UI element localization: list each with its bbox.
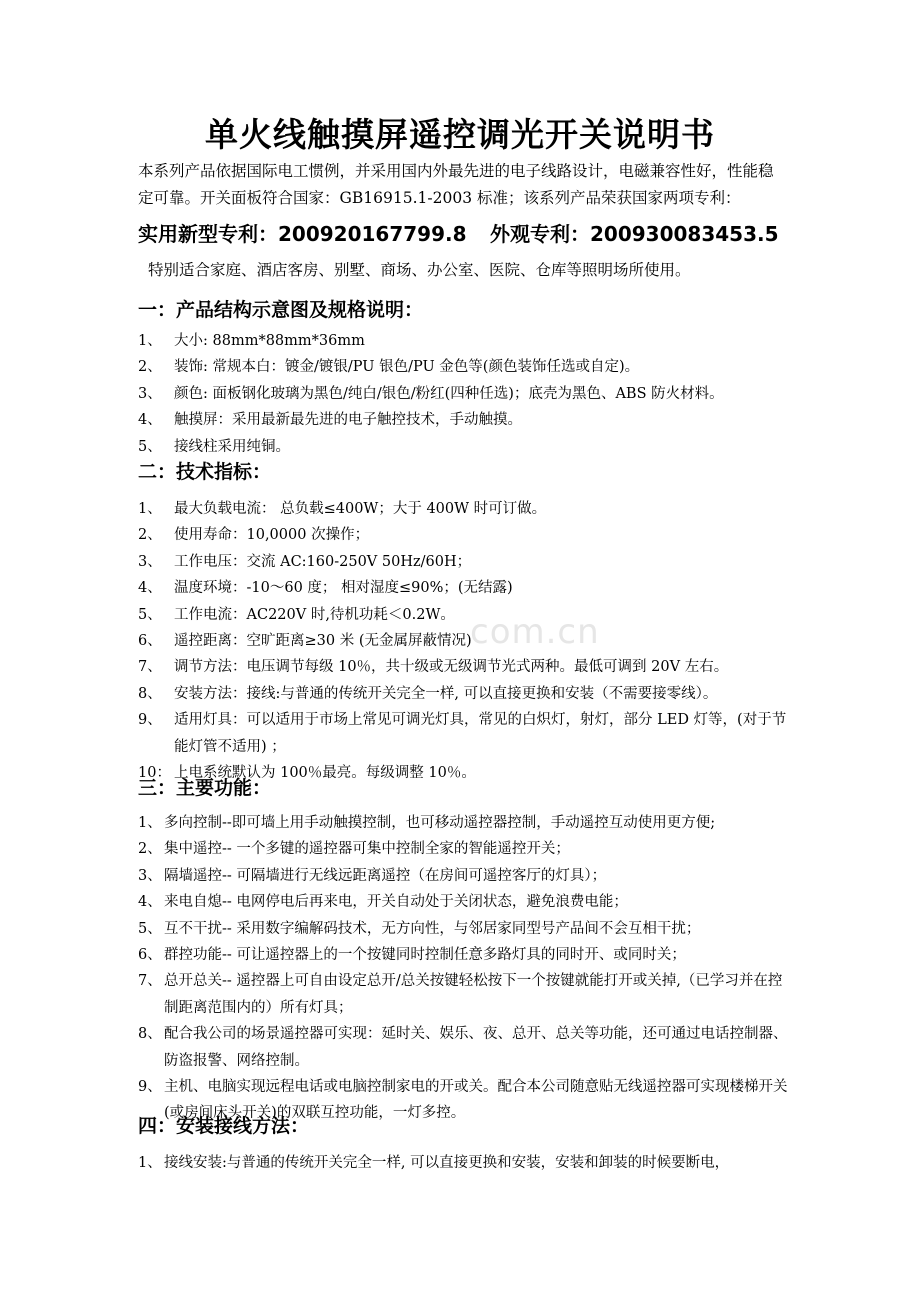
list-item xyxy=(138,496,788,522)
item-text: 总开总关-- 遥控器上可自由设定总开/总关按键轻松按下一个按键就能打开或关掉,（已学习并在控制距离范围内的）所有灯具； xyxy=(164,973,783,1016)
item-number: 9、 xyxy=(138,1079,162,1096)
item-text: 颜色: 面板钢化玻璃为黑色/纯白/银色/粉红(四种任选)；底壳为黑色、ABS 防火材料。 xyxy=(174,385,724,402)
item-number: 2、 xyxy=(138,359,162,376)
patent-line xyxy=(138,218,818,250)
item-number: 1、 xyxy=(138,1155,162,1171)
item-text: 主机、电脑实现远程电话或电脑控制家电的开或关。配合本公司随意贴无线遥控器可实现楼梯开关(或房间床头开关)的双联互控功能，一灯多控。 xyxy=(164,1079,788,1122)
item-text: 触摸屏：采用最新最先进的电子触控技术，手动触摸。 xyxy=(174,412,522,429)
list-item xyxy=(138,522,788,548)
item-text: 使用寿命：10,0000 次操作； xyxy=(174,527,370,544)
list-item xyxy=(138,354,788,380)
item-number: 1、 xyxy=(138,501,162,517)
item-number: 5、 xyxy=(138,606,162,623)
item-number: 5、 xyxy=(138,438,162,455)
list-item xyxy=(138,707,788,760)
item-number: 6、 xyxy=(138,947,162,964)
item-number: 4、 xyxy=(138,894,162,911)
design-patent: 外观专利：200930083453.5 xyxy=(490,222,779,246)
item-text: 群控功能-- 可让遥控器上的一个按键同时控制任意多路灯具的同时开、或同时关； xyxy=(164,947,686,964)
list-item xyxy=(138,628,788,654)
item-number: 7、 xyxy=(138,973,162,990)
list-item xyxy=(138,602,788,628)
item-text: 最大负载电流： 总负载≤400W；大于 400W 时可订做。 xyxy=(174,501,547,517)
document-title: 单火线触摸屏遥控调光开关说明书 xyxy=(205,115,715,154)
item-number: 2、 xyxy=(138,841,162,858)
list-item xyxy=(138,328,788,354)
item-number: 5、 xyxy=(138,920,162,937)
item-number: 2、 xyxy=(138,527,162,544)
list-item xyxy=(138,575,788,601)
list-item xyxy=(138,863,788,889)
list-item xyxy=(138,654,788,680)
item-text: 上电系统默认为 100％最亮。每级调整 10％。 xyxy=(174,765,476,782)
usage-paragraph: 特别适合家庭、酒店客房、别墅、商场、办公室、医院、仓库等照明场所使用。 xyxy=(148,261,691,279)
list-item xyxy=(138,836,788,862)
list-item xyxy=(138,810,788,836)
item-text: 工作电压：交流 AC:160-250V 50Hz/60H； xyxy=(174,553,472,570)
item-number: 9、 xyxy=(138,712,162,729)
item-text: 互不干扰-- 采用数字编解码技术，无方向性，与邻居家同型号产品间不会互相干扰； xyxy=(164,920,701,937)
list-item xyxy=(138,916,788,942)
item-text: 调节方法：电压调节每级 10％，共十级或无级调节光式两种。最低可调到 20V 左右。 xyxy=(174,659,729,676)
list-item xyxy=(138,407,788,433)
item-text: 接线柱采用纯铜。 xyxy=(174,438,290,455)
list-item xyxy=(138,889,788,915)
utility-patent: 实用新型专利：200920167799.8 xyxy=(138,222,467,246)
item-number: 3、 xyxy=(138,867,162,884)
functions-list xyxy=(138,810,788,1127)
item-number: 4、 xyxy=(138,412,162,429)
intro-paragraph: 本系列产品依据国际电工惯例，并采用国内外最先进的电子线路设计，电磁兼容性好，性能稳定可靠。开关面板符合国家：GB16915.1-2003 标准；该系列产品荣获国家两项专利： xyxy=(138,162,774,207)
section-heading-specs: 二：技术指标： xyxy=(138,461,272,483)
item-number: 8、 xyxy=(138,685,162,702)
section-heading-functions: 三：主要功能： xyxy=(138,777,272,799)
list-item xyxy=(138,1150,788,1176)
item-text: 温度环境：-10～60 度； 相对湿度≤90%；(无结露) xyxy=(174,580,513,597)
installation-list xyxy=(138,1150,788,1176)
list-item xyxy=(138,1021,788,1074)
section-heading-installation: 四：安装接线方法： xyxy=(138,1115,310,1137)
item-number: 1、 xyxy=(138,815,162,831)
item-number: 3、 xyxy=(138,553,162,570)
item-text: 配合我公司的场景遥控器可实现：延时关、娱乐、夜、总开、总关等功能，还可通过电话控制器、防盗报警、网络控制。 xyxy=(164,1026,788,1069)
list-item xyxy=(138,381,788,407)
item-text: 遥控距离：空旷距离≥30 米 (无金属屏蔽情况) xyxy=(174,633,472,650)
item-text: 多向控制--即可墙上用手动触摸控制，也可移动遥控器控制，手动遥控互动使用更方便; xyxy=(164,815,716,831)
item-number: 8、 xyxy=(138,1026,162,1043)
item-text: 大小: 88mm*88mm*36mm xyxy=(174,333,365,349)
item-number: 6、 xyxy=(138,633,162,650)
item-number: 7、 xyxy=(138,659,162,676)
item-text: 来电自熄-- 电网停电后再来电，开关自动处于关闭状态，避免浪费电能； xyxy=(164,894,628,911)
item-text: 工作电流：AC220V 时,待机功耗＜0.2W。 xyxy=(174,606,455,623)
item-number: 10： xyxy=(138,765,171,782)
item-text: 隔墙遥控-- 可隔墙进行无线远距离遥控（在房间可遥控客厅的灯具）； xyxy=(164,867,607,884)
item-text: 装饰: 常规本白：镀金/镀银/PU 银色/PU 金色等(颜色装饰任选或自定)。 xyxy=(174,359,640,376)
item-text: 集中遥控-- 一个多键的遥控器可集中控制全家的智能遥控开关； xyxy=(164,841,570,858)
specs-list xyxy=(138,496,788,786)
item-number: 1、 xyxy=(138,333,162,349)
item-number: 4、 xyxy=(138,580,162,597)
list-item xyxy=(138,968,788,1021)
item-text: 接线安装:与普通的传统开关完全一样, 可以直接更换和安装，安装和卸装的时候要断电， xyxy=(164,1155,730,1171)
item-text: 安装方法：接线:与普通的传统开关完全一样, 可以直接更换和安装（不需要接零线）。 xyxy=(174,685,718,702)
structure-list xyxy=(138,328,788,460)
list-item xyxy=(138,549,788,575)
watermark-text: com.cn xyxy=(470,612,600,652)
list-item xyxy=(138,681,788,707)
list-item xyxy=(138,942,788,968)
item-number: 3、 xyxy=(138,385,162,402)
section-heading-structure: 一：产品结构示意图及规格说明： xyxy=(138,299,424,321)
item-text: 适用灯具：可以适用于市场上常见可调光灯具，常见的白炽灯，射灯，部分 LED 灯等，(对于节能灯管不适用) ； xyxy=(174,712,787,755)
